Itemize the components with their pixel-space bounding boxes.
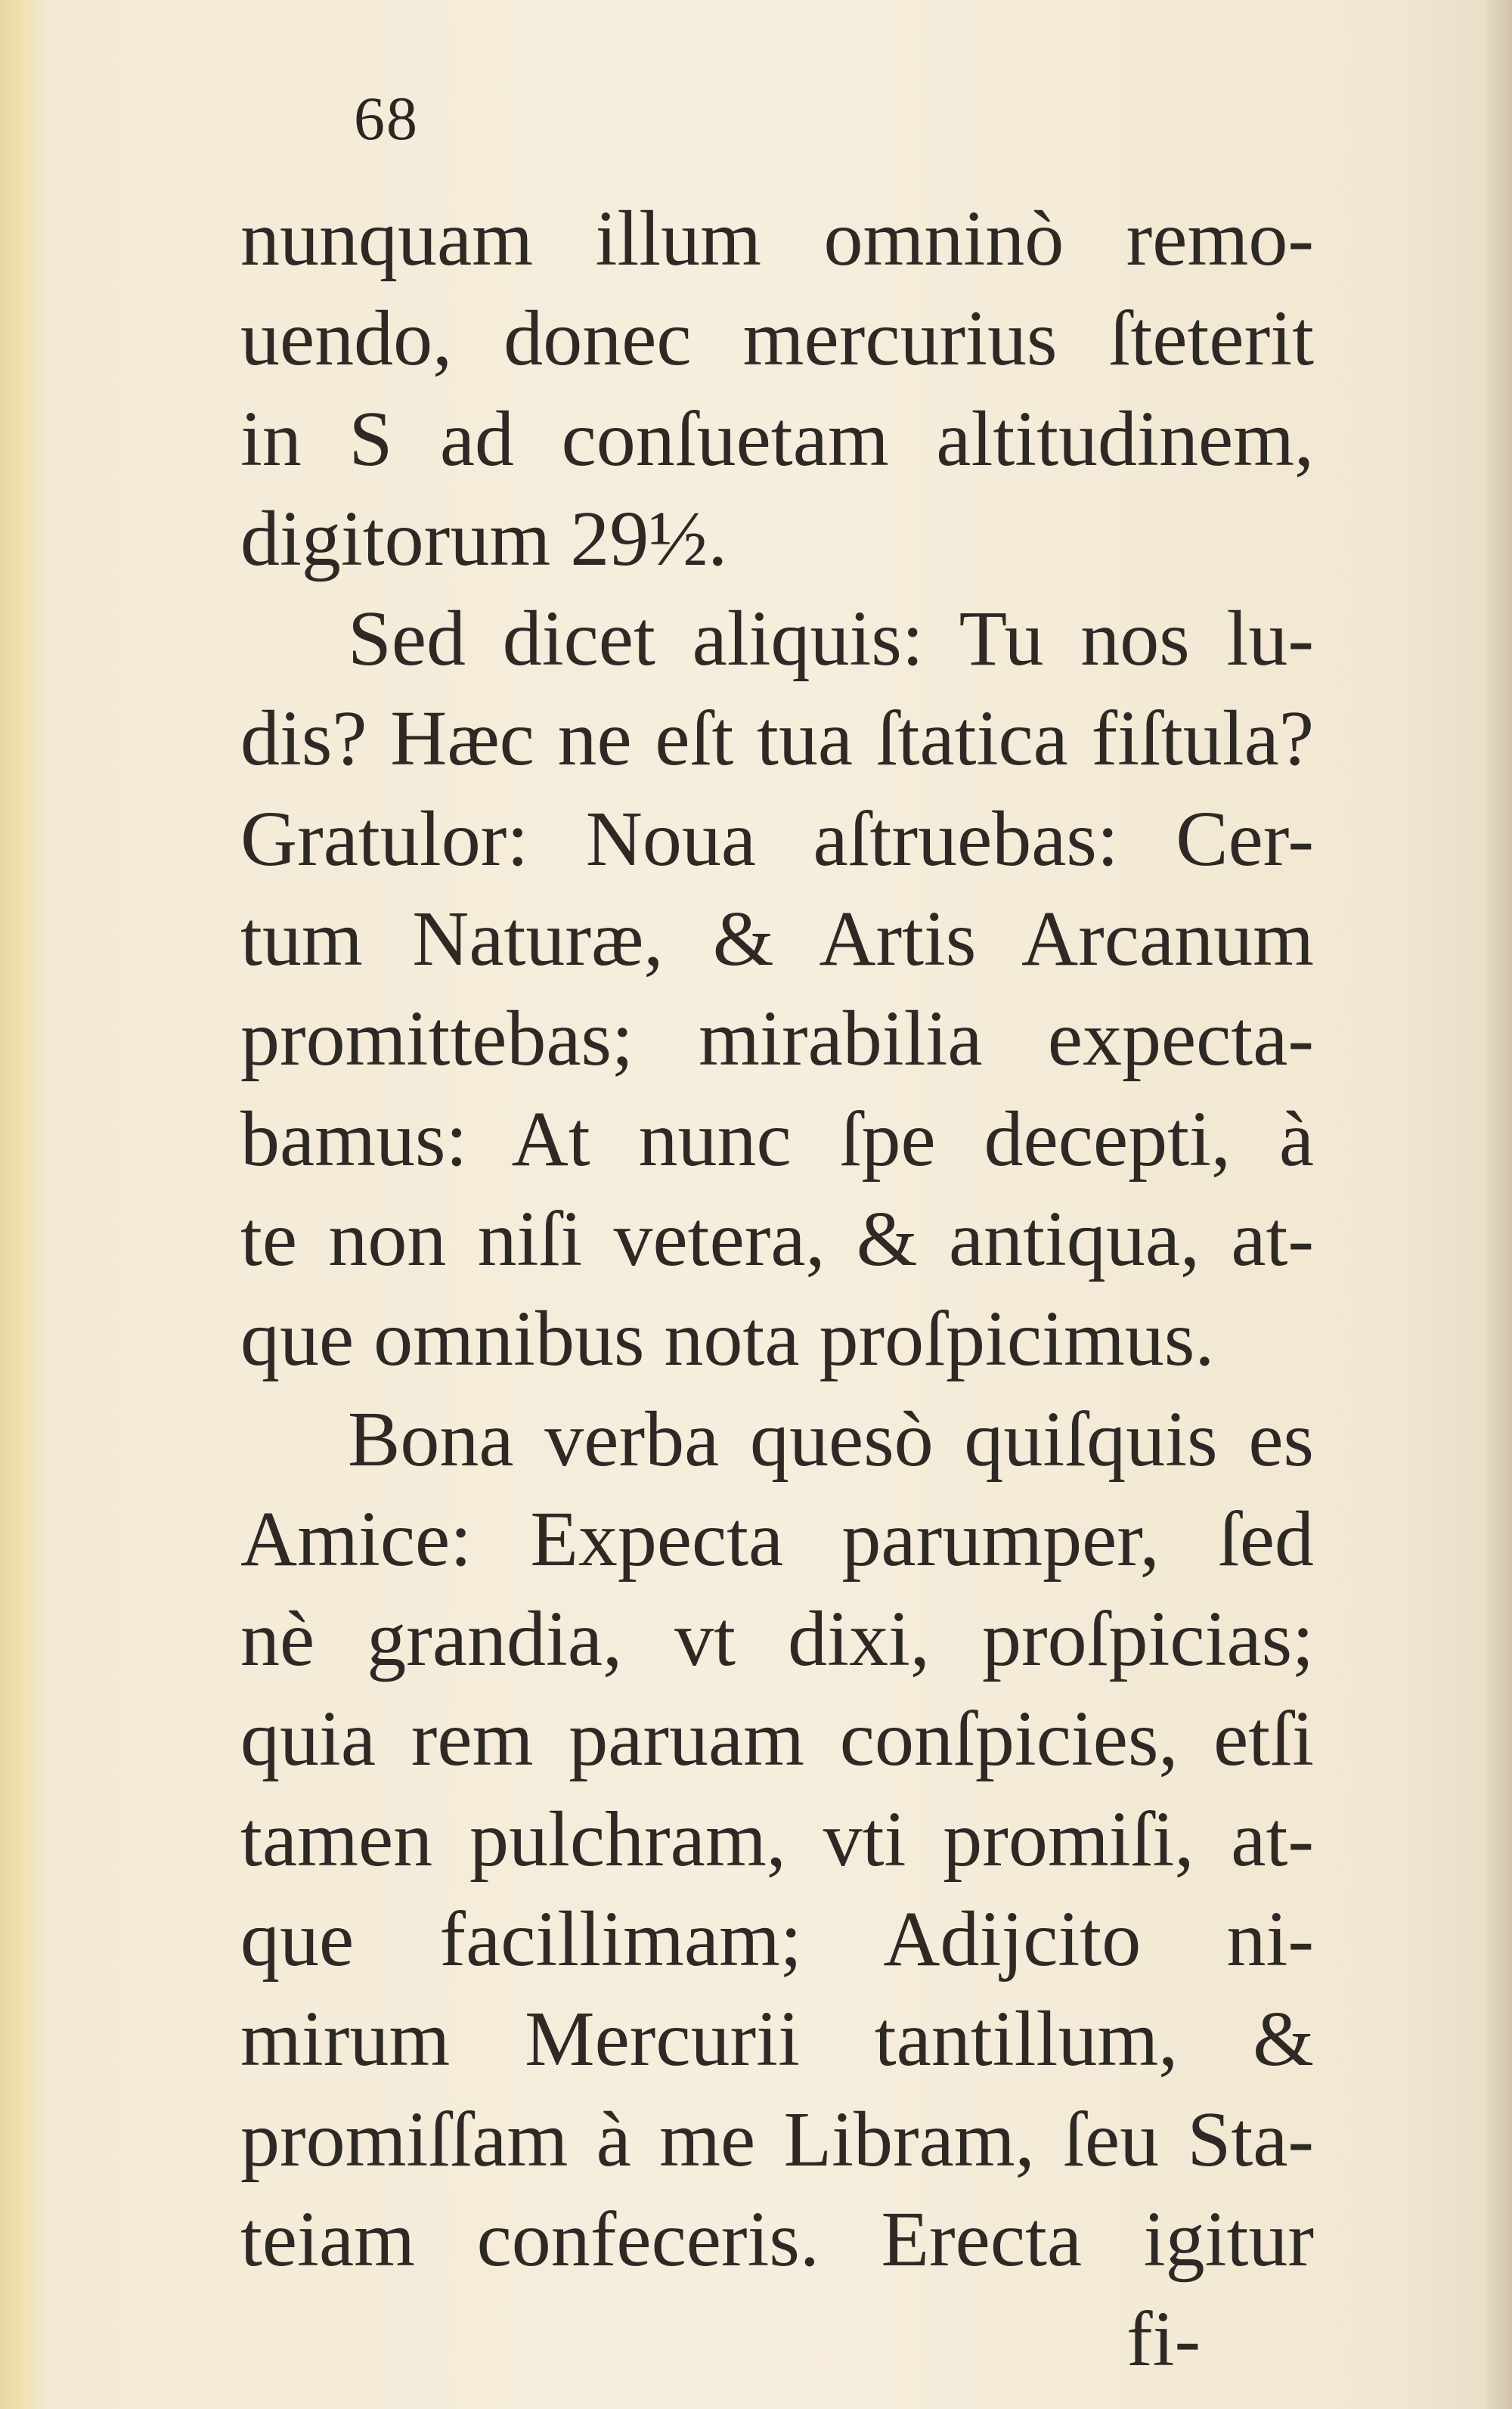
- text-line: te non niſi vetera, & antiqua, at-: [240, 1195, 1314, 1282]
- page-outer-edge: [1486, 0, 1512, 2409]
- text-line: tamen pulchram, vti promiſi, at-: [240, 1795, 1314, 1883]
- text-line: que omnibus nota proſpicimus.: [240, 1295, 1215, 1383]
- text-line: uendo, donec mercurius ſteterit: [240, 295, 1314, 383]
- page-number: 68: [354, 84, 419, 153]
- text-line: dis? Hæc ne eſt tua ſtatica fiſtula?: [240, 695, 1314, 783]
- text-line: mirum Mercurii tantillum, &: [240, 1995, 1314, 2083]
- text-line: quia rem paruam conſpicies, etſi: [240, 1695, 1314, 1783]
- body-text: [240, 189, 1314, 2390]
- page-binding-edge: [0, 0, 44, 2409]
- text-line: in S ad conſuetam altitudinem,: [240, 395, 1314, 482]
- text-line: Amice: Expecta parumper, ſed: [240, 1495, 1314, 1583]
- text-line: teiam confeceris. Erecta igitur: [240, 2195, 1314, 2283]
- text-line: nè grandia, vt dixi, proſpicias;: [240, 1595, 1314, 1683]
- text-line: promiſſam à me Libram, ſeu Sta-: [240, 2095, 1314, 2183]
- catchword: fi-: [1126, 2296, 1201, 2383]
- text-line: bamus: At nunc ſpe decepti, à: [240, 1095, 1314, 1183]
- text-line: Gratulor: Noua aſtruebas: Cer-: [240, 795, 1314, 882]
- text-line: Bona verba quesò quiſquis es: [348, 1395, 1314, 1483]
- text-line: tum Naturæ, & Artis Arcanum: [240, 895, 1314, 983]
- text-line: Sed dicet aliquis: Tu nos lu-: [348, 595, 1314, 683]
- text-line: promittebas; mirabilia expecta-: [240, 995, 1314, 1083]
- text-line: digitorum 29½.: [240, 495, 728, 582]
- text-line: que facillimam; Adijcito ni-: [240, 1896, 1314, 1983]
- text-line: nunquam illum omninò remo-: [240, 195, 1314, 282]
